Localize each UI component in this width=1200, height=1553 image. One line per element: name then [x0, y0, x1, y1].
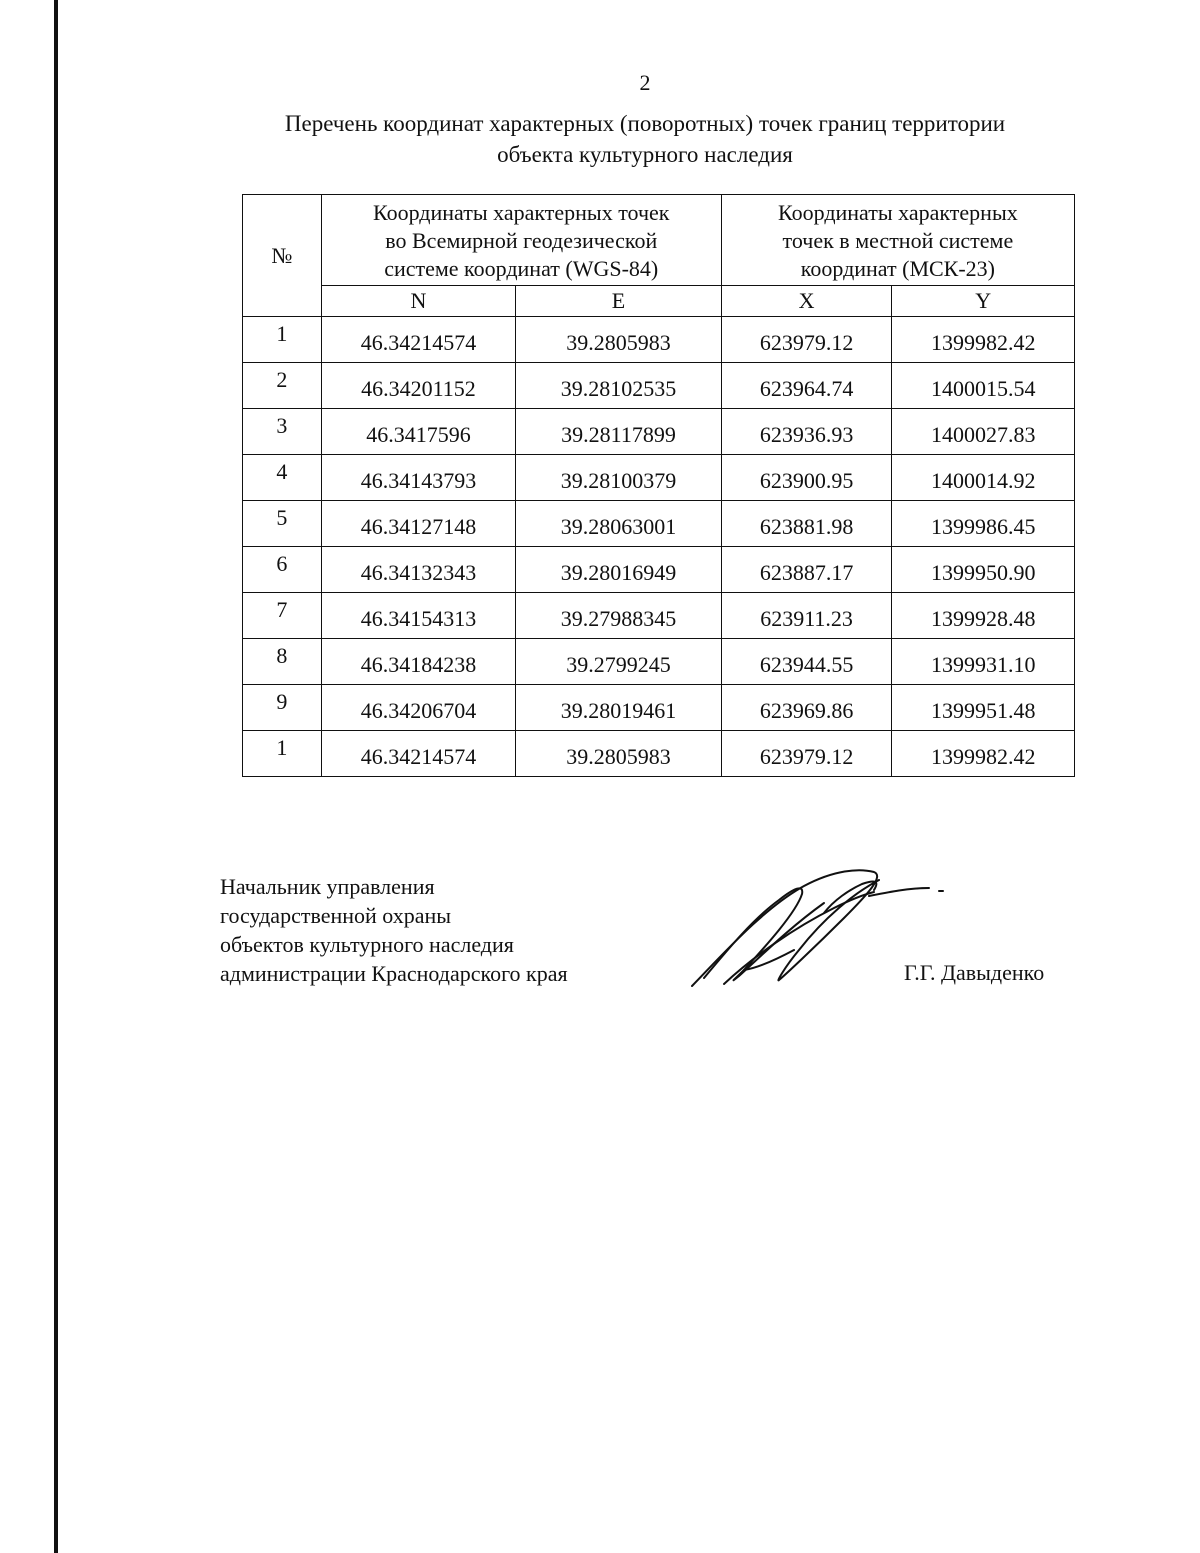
- point-number-cell: 6: [243, 547, 322, 593]
- table-row: [243, 363, 1075, 409]
- column-header-number: №: [243, 195, 322, 317]
- coordinate-cell: 623887.17: [721, 547, 892, 593]
- group2-header-line: точек в местной системе: [782, 228, 1014, 253]
- table-row: [243, 455, 1075, 501]
- position-line: администрации Краснодарского края: [220, 961, 568, 986]
- coordinate-cell: 46.34214574: [321, 731, 516, 777]
- position-line: объектов культурного наследия: [220, 932, 514, 957]
- coordinates-table: [242, 194, 1075, 777]
- point-number-cell: 3: [243, 409, 322, 455]
- coordinate-cell: 39.28019461: [516, 685, 722, 731]
- table-row: [243, 593, 1075, 639]
- table-row: [243, 409, 1075, 455]
- column-header-n: N: [321, 286, 516, 317]
- point-number-cell: 4: [243, 455, 322, 501]
- table-row: [243, 501, 1075, 547]
- signatory-name: Г.Г. Давыденко: [904, 960, 1045, 985]
- point-number-cell: 2: [243, 363, 322, 409]
- coordinate-cell: 39.28063001: [516, 501, 722, 547]
- coordinate-cell: 46.34201152: [321, 363, 516, 409]
- table-subheader-row: [243, 286, 1075, 317]
- coordinate-cell: 39.2805983: [516, 731, 722, 777]
- column-header-e: E: [516, 286, 722, 317]
- table-row: [243, 547, 1075, 593]
- coordinate-cell: 623911.23: [721, 593, 892, 639]
- document-title: [200, 108, 1090, 170]
- coordinate-cell: 1399982.42: [892, 731, 1075, 777]
- coordinate-cell: 623979.12: [721, 317, 892, 363]
- coordinate-cell: 623944.55: [721, 639, 892, 685]
- coordinate-cell: 46.34206704: [321, 685, 516, 731]
- coordinate-cell: 623964.74: [721, 363, 892, 409]
- column-group-wgs84: [321, 195, 721, 286]
- coordinate-cell: 46.34154313: [321, 593, 516, 639]
- coordinate-cell: 623900.95: [721, 455, 892, 501]
- group2-header-line: координат (МСК-23): [800, 256, 995, 281]
- table-row: [243, 317, 1075, 363]
- coordinate-cell: 623979.12: [721, 731, 892, 777]
- point-number-cell: 5: [243, 501, 322, 547]
- coordinate-cell: 623881.98: [721, 501, 892, 547]
- point-number-cell: 1: [243, 731, 322, 777]
- title-line-1: Перечень координат характерных (поворотных) точек границ территории: [284, 111, 1006, 136]
- table-body: [243, 317, 1075, 777]
- page-number: 2: [639, 70, 651, 95]
- group1-header-line: Координаты характерных точек: [373, 200, 670, 225]
- coordinate-cell: 39.28016949: [516, 547, 722, 593]
- group2-header-line: Координаты характерных: [778, 200, 1018, 225]
- point-number-cell: 1: [243, 317, 322, 363]
- coordinate-cell: 39.2799245: [516, 639, 722, 685]
- coordinate-cell: 1400015.54: [892, 363, 1075, 409]
- group1-header-line: системе координат (WGS-84): [384, 256, 659, 281]
- coordinate-cell: 1400027.83: [892, 409, 1075, 455]
- coordinate-cell: 1399928.48: [892, 593, 1075, 639]
- title-line-2: объекта культурного наследия: [497, 142, 793, 167]
- coordinate-cell: 46.34214574: [321, 317, 516, 363]
- coordinate-cell: 39.27988345: [516, 593, 722, 639]
- position-line: Начальник управления: [220, 874, 435, 899]
- point-number-cell: 7: [243, 593, 322, 639]
- coordinate-cell: 46.3417596: [321, 409, 516, 455]
- coordinate-cell: 623969.86: [721, 685, 892, 731]
- coordinate-cell: 1400014.92: [892, 455, 1075, 501]
- column-header-x: X: [721, 286, 892, 317]
- table-row: [243, 685, 1075, 731]
- coordinate-cell: 1399931.10: [892, 639, 1075, 685]
- position-line: государственной охраны: [220, 903, 452, 928]
- table-header-row: [243, 195, 1075, 286]
- coordinate-cell: 1399951.48: [892, 685, 1075, 731]
- table-row: [243, 639, 1075, 685]
- coordinate-cell: 623936.93: [721, 409, 892, 455]
- coordinate-cell: 39.28102535: [516, 363, 722, 409]
- point-number-cell: 9: [243, 685, 322, 731]
- coordinate-cell: 46.34143793: [321, 455, 516, 501]
- signatory-position: [220, 872, 568, 988]
- scan-edge-line: [54, 0, 58, 1553]
- table-row: [243, 731, 1075, 777]
- coordinate-cell: 1399982.42: [892, 317, 1075, 363]
- coordinate-cell: 1399950.90: [892, 547, 1075, 593]
- group1-header-line: во Всемирной геодезической: [385, 228, 658, 253]
- coordinate-cell: 1399986.45: [892, 501, 1075, 547]
- coordinate-cell: 46.34184238: [321, 639, 516, 685]
- column-header-y: Y: [892, 286, 1075, 317]
- coordinate-cell: 39.2805983: [516, 317, 722, 363]
- coordinate-cell: 39.28100379: [516, 455, 722, 501]
- coordinate-cell: 46.34132343: [321, 547, 516, 593]
- point-number-cell: 8: [243, 639, 322, 685]
- coordinate-cell: 39.28117899: [516, 409, 722, 455]
- column-group-msk23: [721, 195, 1074, 286]
- coordinate-cell: 46.34127148: [321, 501, 516, 547]
